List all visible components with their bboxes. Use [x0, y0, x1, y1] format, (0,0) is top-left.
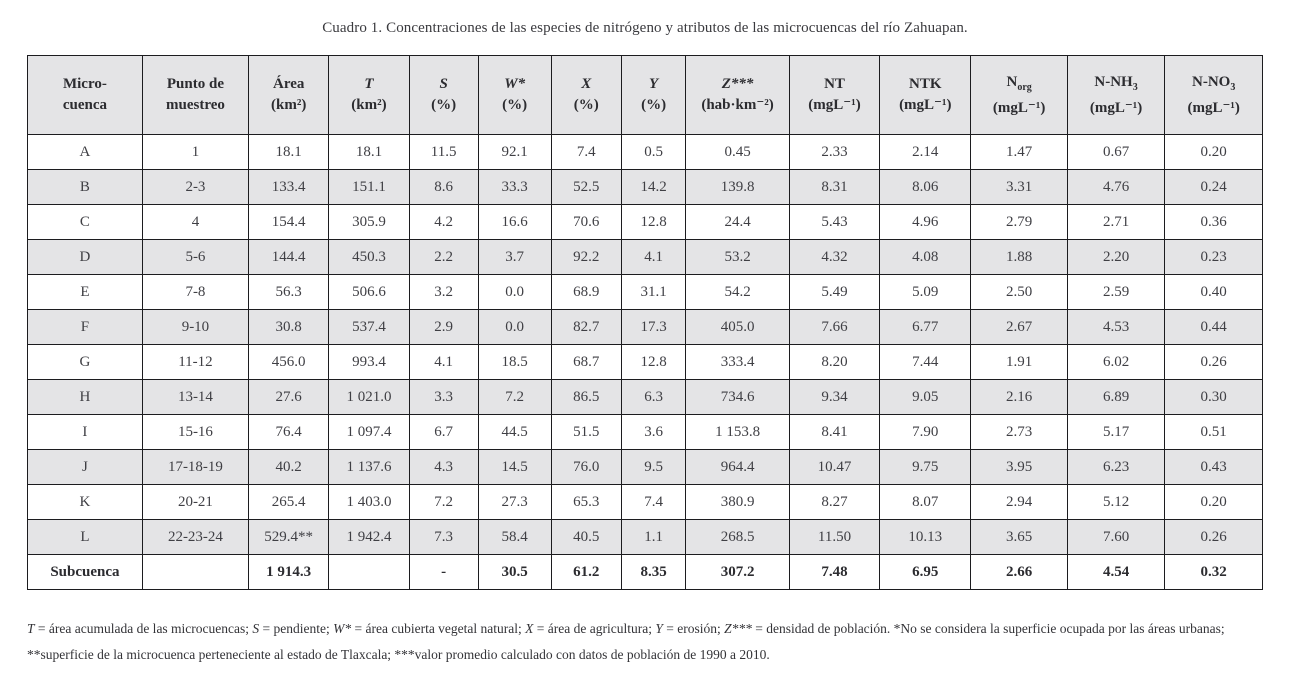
cell: G [28, 345, 143, 380]
cell: 1 137.6 [329, 450, 409, 485]
column-header-unit: (%) [431, 97, 457, 113]
cell: 4.32 [789, 240, 879, 275]
cell: 8.07 [880, 485, 971, 520]
table-footnote [27, 616, 1263, 668]
column-header [880, 56, 971, 135]
cell: 0.30 [1165, 380, 1263, 415]
cell: 12.8 [621, 345, 685, 380]
cell: 964.4 [686, 450, 790, 485]
column-header-unit: muestreo [166, 97, 225, 113]
cell: 11.50 [789, 520, 879, 555]
column-header [1165, 56, 1263, 135]
cell: 506.6 [329, 275, 409, 310]
cell: 0.26 [1165, 520, 1263, 555]
cell: 0.67 [1067, 135, 1165, 170]
footnote-segment: W* [333, 621, 352, 636]
cell: 7.4 [621, 485, 685, 520]
cell: 4.1 [621, 240, 685, 275]
table-row [28, 345, 1263, 380]
cell: 154.4 [249, 205, 329, 240]
table-row [28, 555, 1263, 590]
cell: 10.47 [789, 450, 879, 485]
cell: 54.2 [686, 275, 790, 310]
nitrogen-concentrations-table [27, 55, 1263, 590]
cell: 6.7 [409, 415, 478, 450]
column-header [551, 56, 621, 135]
cell: 0.24 [1165, 170, 1263, 205]
cell: 2.16 [971, 380, 1067, 415]
cell: 5.43 [789, 205, 879, 240]
column-header-subscript: org [1017, 81, 1032, 93]
cell: 7.48 [789, 555, 879, 590]
footnote-segment: = erosión; [662, 621, 725, 636]
cell: 4.96 [880, 205, 971, 240]
cell: 9.75 [880, 450, 971, 485]
cell: 6.3 [621, 380, 685, 415]
table-row [28, 520, 1263, 555]
column-header-symbol: T [364, 76, 374, 92]
cell: 6.23 [1067, 450, 1165, 485]
cell: 380.9 [686, 485, 790, 520]
column-header-symbol: NTK [909, 76, 942, 92]
cell: 7.4 [551, 135, 621, 170]
cell: 4.1 [409, 345, 478, 380]
table-row [28, 240, 1263, 275]
column-header-unit: (km²) [271, 97, 307, 113]
cell: F [28, 310, 143, 345]
cell: 3.7 [478, 240, 551, 275]
cell: 7.60 [1067, 520, 1165, 555]
cell: 450.3 [329, 240, 409, 275]
column-header-unit: (%) [641, 97, 667, 113]
table-row [28, 310, 1263, 345]
column-header-symbol: Z*** [721, 76, 754, 92]
cell: 8.6 [409, 170, 478, 205]
cell: 405.0 [686, 310, 790, 345]
cell: 3.65 [971, 520, 1067, 555]
cell: 0.5 [621, 135, 685, 170]
cell: 68.7 [551, 345, 621, 380]
cell: 70.6 [551, 205, 621, 240]
cell: 0.0 [478, 310, 551, 345]
table-row [28, 275, 1263, 310]
cell: 2.79 [971, 205, 1067, 240]
cell: 0.36 [1165, 205, 1263, 240]
table-row [28, 485, 1263, 520]
footnote-segment: = área de agricultura; [533, 621, 656, 636]
table-row [28, 135, 1263, 170]
footnote-segment: = área acumulada de las microcuencas; [34, 621, 253, 636]
cell: 15-16 [142, 415, 248, 450]
cell: 305.9 [329, 205, 409, 240]
cell: 1.88 [971, 240, 1067, 275]
column-header-unit: cuenca [62, 97, 107, 113]
cell: 18.5 [478, 345, 551, 380]
footnote-segment: = pendiente; [259, 621, 334, 636]
cell: 13-14 [142, 380, 248, 415]
column-header [621, 56, 685, 135]
cell: 1 021.0 [329, 380, 409, 415]
cell: 4.3 [409, 450, 478, 485]
cell: 9.34 [789, 380, 879, 415]
cell: 9-10 [142, 310, 248, 345]
table-header-row [28, 56, 1263, 135]
column-header-subscript: 3 [1132, 81, 1138, 93]
footnote-segment: T [27, 621, 35, 636]
cell: 2.14 [880, 135, 971, 170]
cell: Subcuenca [28, 555, 143, 590]
footnote-segment: = área cubierta vegetal natural; [351, 621, 526, 636]
cell: 2.66 [971, 555, 1067, 590]
column-header-symbol: $N-NH_3$ [1094, 73, 1138, 93]
cell: 9.5 [621, 450, 685, 485]
cell: 2.94 [971, 485, 1067, 520]
cell: 0.44 [1165, 310, 1263, 345]
column-header-symbol: Y [649, 76, 659, 92]
footnote-segment: Y [655, 621, 663, 636]
cell: 268.5 [686, 520, 790, 555]
cell: 8.20 [789, 345, 879, 380]
table-head [28, 56, 1263, 135]
cell: 3.6 [621, 415, 685, 450]
cell: 58.4 [478, 520, 551, 555]
cell: 265.4 [249, 485, 329, 520]
cell: 7.44 [880, 345, 971, 380]
cell: 65.3 [551, 485, 621, 520]
column-header-unit: (mgL⁻¹) [1187, 99, 1240, 116]
cell: 30.8 [249, 310, 329, 345]
cell: 24.4 [686, 205, 790, 240]
cell: 3.95 [971, 450, 1067, 485]
cell: 53.2 [686, 240, 790, 275]
cell: 5.49 [789, 275, 879, 310]
cell: 2.20 [1067, 240, 1165, 275]
cell: 4.76 [1067, 170, 1165, 205]
column-header [789, 56, 879, 135]
cell: 307.2 [686, 555, 790, 590]
footnote-segment: Z*** [724, 621, 752, 636]
footnote-segment: = densidad de población. *No se considera la superficie ocupada por las áreas urbanas; **superficie de la microcuenca perteneciente al estado de Tlaxcala; ***valor promedio calculado con datos de población de 1990 a 2010. [27, 621, 1225, 662]
cell: 17-18-19 [142, 450, 248, 485]
cell: 2.67 [971, 310, 1067, 345]
column-header [142, 56, 248, 135]
cell [142, 555, 248, 590]
cell: 993.4 [329, 345, 409, 380]
cell: 7.2 [409, 485, 478, 520]
column-header-symbol: X [581, 76, 592, 92]
cell: 18.1 [329, 135, 409, 170]
cell: L [28, 520, 143, 555]
cell: 5-6 [142, 240, 248, 275]
cell: 27.6 [249, 380, 329, 415]
cell: 2.9 [409, 310, 478, 345]
cell: 5.09 [880, 275, 971, 310]
column-header-symbol: NT [824, 76, 845, 92]
cell: 7.66 [789, 310, 879, 345]
cell: 0.23 [1165, 240, 1263, 275]
cell: 12.8 [621, 205, 685, 240]
cell: 333.4 [686, 345, 790, 380]
cell: 133.4 [249, 170, 329, 205]
cell: 6.02 [1067, 345, 1165, 380]
cell: 8.41 [789, 415, 879, 450]
cell: 14.5 [478, 450, 551, 485]
cell: 1 914.3 [249, 555, 329, 590]
cell: 0.32 [1165, 555, 1263, 590]
cell: 5.17 [1067, 415, 1165, 450]
column-header-unit: (mgL⁻¹) [808, 97, 861, 113]
cell: 22-23-24 [142, 520, 248, 555]
cell: 734.6 [686, 380, 790, 415]
cell: 2.33 [789, 135, 879, 170]
cell: 14.2 [621, 170, 685, 205]
cell: 1 [142, 135, 248, 170]
cell: 92.2 [551, 240, 621, 275]
cell: 529.4** [249, 520, 329, 555]
cell: 1 403.0 [329, 485, 409, 520]
column-header-symbol: S [439, 76, 448, 92]
column-header [28, 56, 143, 135]
column-header-subscript: 3 [1230, 81, 1236, 93]
cell: 0.40 [1165, 275, 1263, 310]
cell: 6.95 [880, 555, 971, 590]
cell: 44.5 [478, 415, 551, 450]
cell: 0.45 [686, 135, 790, 170]
cell: 11.5 [409, 135, 478, 170]
cell: 4.53 [1067, 310, 1165, 345]
table-row [28, 170, 1263, 205]
column-header-unit: (km²) [351, 97, 387, 113]
cell: - [409, 555, 478, 590]
column-header-unit: (%) [573, 97, 599, 113]
cell: K [28, 485, 143, 520]
cell: 3.2 [409, 275, 478, 310]
cell: 2.50 [971, 275, 1067, 310]
table-row [28, 415, 1263, 450]
cell: 27.3 [478, 485, 551, 520]
cell: 82.7 [551, 310, 621, 345]
cell: 2.71 [1067, 205, 1165, 240]
cell: 92.1 [478, 135, 551, 170]
cell: 20-21 [142, 485, 248, 520]
column-header-unit: (mgL⁻¹) [992, 99, 1046, 116]
cell: 4.54 [1067, 555, 1165, 590]
column-header [249, 56, 329, 135]
cell: 1 942.4 [329, 520, 409, 555]
cell: 2.73 [971, 415, 1067, 450]
cell: 5.12 [1067, 485, 1165, 520]
cell: 1 153.8 [686, 415, 790, 450]
cell: J [28, 450, 143, 485]
cell: B [28, 170, 143, 205]
column-header [686, 56, 790, 135]
cell: 31.1 [621, 275, 685, 310]
cell: 139.8 [686, 170, 790, 205]
cell: H [28, 380, 143, 415]
cell: 6.77 [880, 310, 971, 345]
cell [329, 555, 409, 590]
cell: 56.3 [249, 275, 329, 310]
cell: 3.3 [409, 380, 478, 415]
cell: 51.5 [551, 415, 621, 450]
column-header-symbol: Micro- [62, 76, 107, 92]
cell: 7.90 [880, 415, 971, 450]
cell: 61.2 [551, 555, 621, 590]
table-body [28, 135, 1263, 590]
cell: 86.5 [551, 380, 621, 415]
column-header-symbol: $N-NO_3$ [1192, 73, 1236, 93]
cell: D [28, 240, 143, 275]
cell: 8.31 [789, 170, 879, 205]
cell: 8.35 [621, 555, 685, 590]
column-header [409, 56, 478, 135]
cell: 3.31 [971, 170, 1067, 205]
cell: 8.27 [789, 485, 879, 520]
cell: 0.20 [1165, 485, 1263, 520]
cell: 40.2 [249, 450, 329, 485]
cell: 9.05 [880, 380, 971, 415]
footnote-segment: S [252, 621, 260, 636]
cell: 0.51 [1165, 415, 1263, 450]
table-caption: Cuadro 1. Concentraciones de las especies de nitrógeno y atributos de las microcuencas del río Zahuapan. [322, 20, 968, 36]
cell: C [28, 205, 143, 240]
column-header-unit: (mgL⁻¹) [1089, 99, 1143, 116]
cell: 68.9 [551, 275, 621, 310]
table-row [28, 380, 1263, 415]
column-header-symbol: $N_{org}$ [1006, 73, 1032, 93]
cell: 2.59 [1067, 275, 1165, 310]
column-header [1067, 56, 1165, 135]
column-header-symbol: Punto de [166, 76, 224, 92]
cell: 0.0 [478, 275, 551, 310]
table-row [28, 450, 1263, 485]
cell: 1.1 [621, 520, 685, 555]
cell: 4.08 [880, 240, 971, 275]
cell: 7.3 [409, 520, 478, 555]
column-header [971, 56, 1067, 135]
cell: 10.13 [880, 520, 971, 555]
cell: I [28, 415, 143, 450]
cell: 7-8 [142, 275, 248, 310]
cell: 11-12 [142, 345, 248, 380]
cell: A [28, 135, 143, 170]
cell: 7.2 [478, 380, 551, 415]
cell: 1.91 [971, 345, 1067, 380]
cell: 0.20 [1165, 135, 1263, 170]
cell: 1.47 [971, 135, 1067, 170]
cell: 33.3 [478, 170, 551, 205]
column-header-unit: (%) [502, 97, 528, 113]
footnote-segment: X [525, 621, 534, 636]
cell: 6.89 [1067, 380, 1165, 415]
column-header-unit: (hab·km⁻²) [701, 97, 774, 113]
cell: 0.26 [1165, 345, 1263, 380]
cell: 4.2 [409, 205, 478, 240]
cell: 18.1 [249, 135, 329, 170]
cell: 2.2 [409, 240, 478, 275]
cell: 30.5 [478, 555, 551, 590]
cell: 8.06 [880, 170, 971, 205]
cell: 17.3 [621, 310, 685, 345]
cell: 52.5 [551, 170, 621, 205]
cell: 456.0 [249, 345, 329, 380]
cell: 151.1 [329, 170, 409, 205]
column-header-unit: (mgL⁻¹) [899, 97, 952, 113]
cell: 537.4 [329, 310, 409, 345]
cell: 1 097.4 [329, 415, 409, 450]
cell: 76.4 [249, 415, 329, 450]
cell: 0.43 [1165, 450, 1263, 485]
cell: 4 [142, 205, 248, 240]
cell: 144.4 [249, 240, 329, 275]
cell: 40.5 [551, 520, 621, 555]
column-header [478, 56, 551, 135]
column-header [329, 56, 409, 135]
cell: 76.0 [551, 450, 621, 485]
column-header-symbol: Área [272, 76, 305, 92]
cell: 2-3 [142, 170, 248, 205]
column-header-symbol: W* [504, 76, 526, 92]
cell: E [28, 275, 143, 310]
cell: 16.6 [478, 205, 551, 240]
table-row [28, 205, 1263, 240]
